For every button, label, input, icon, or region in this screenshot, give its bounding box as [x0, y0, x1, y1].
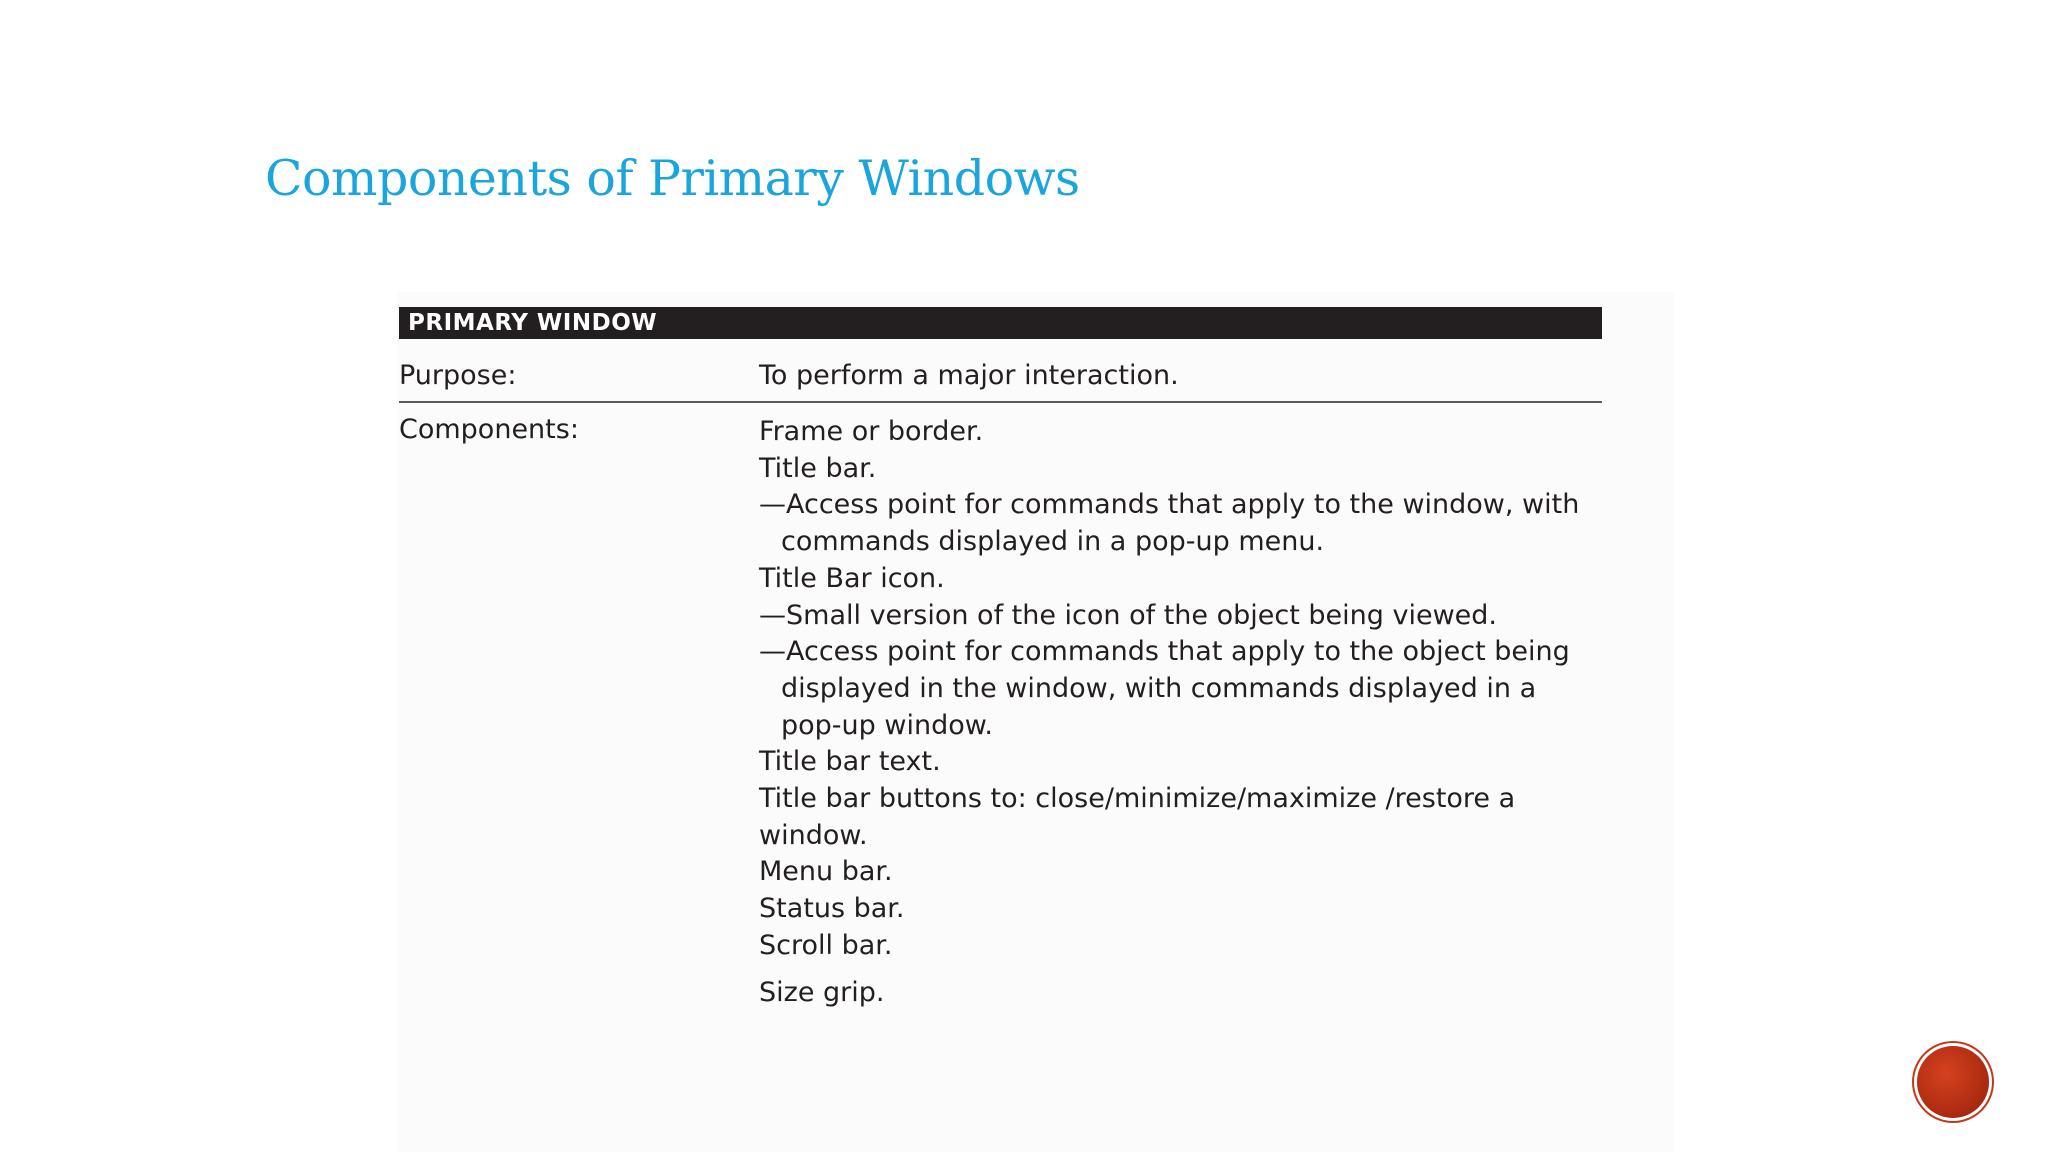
component-subitem: —Access point for commands that apply to the object being	[759, 636, 1570, 668]
component-item: Frame or border.	[759, 416, 984, 447]
component-subitem-continuation: pop-up window.	[781, 709, 993, 741]
component-subitem-continuation: displayed in the window, with commands displayed in a	[781, 672, 1537, 704]
component-item: Scroll bar.	[759, 929, 893, 961]
component-item: Status bar.	[759, 893, 905, 925]
component-item: Menu bar.	[759, 856, 893, 888]
component-list	[759, 414, 1579, 1011]
component-subitem: —Small version of the icon of the object being viewed.	[759, 599, 1497, 631]
component-subitem-continuation: commands displayed in a pop-up menu.	[781, 526, 1325, 558]
purpose-label: Purpose:	[399, 360, 517, 391]
component-item: Title bar.	[759, 452, 877, 484]
component-item: Title bar buttons to: close/minimize/maximize /restore a	[759, 783, 1516, 815]
slide-title: Components of Primary Windows	[265, 150, 1080, 207]
component-item: Title Bar icon.	[759, 562, 945, 594]
purpose-value: To perform a major interaction.	[759, 360, 1179, 391]
component-item: Title bar text.	[759, 746, 941, 778]
slide-nav-button[interactable]	[1917, 1046, 1989, 1118]
components-label: Components:	[399, 414, 579, 445]
row-divider	[399, 401, 1602, 403]
component-item-continuation: window.	[759, 819, 868, 851]
component-item: Size grip.	[759, 976, 885, 1008]
table-header: PRIMARY WINDOW	[399, 307, 1602, 339]
component-subitem: —Access point for commands that apply to the window, with	[759, 489, 1580, 521]
